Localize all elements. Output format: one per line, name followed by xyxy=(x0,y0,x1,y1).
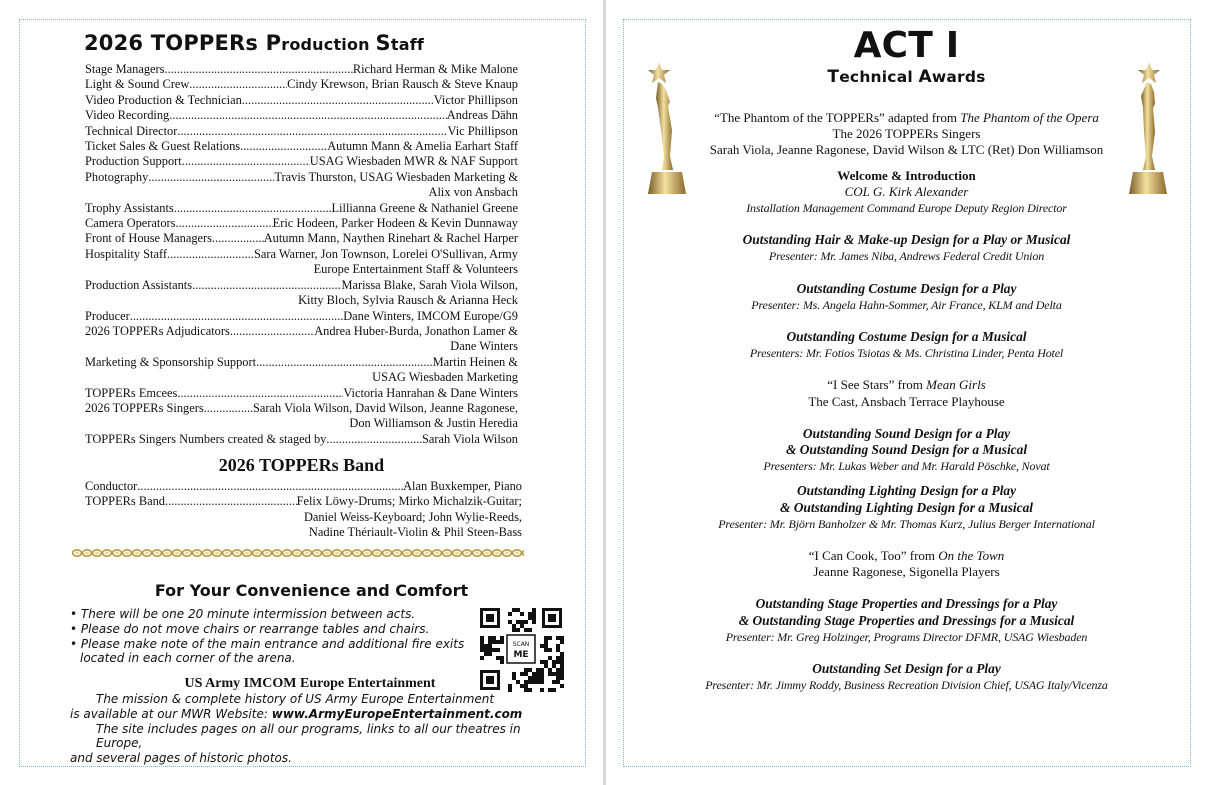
qr-module xyxy=(520,624,524,628)
performer-line: Jeanne Ragonese, Sigonella Players xyxy=(813,564,1000,580)
staff-names-continued: Don Williamson & Justin Heredia xyxy=(349,416,518,431)
welcome-block xyxy=(606,168,1207,217)
staff-names: Alan Buxkemper, Piano xyxy=(403,479,522,493)
song-line: “I See Stars” from xyxy=(827,377,927,393)
qr-module xyxy=(544,660,548,664)
staff-names: Eric Hodeen, Parker Hodeen & Kevin Dunnaway xyxy=(272,216,518,231)
award-title: Outstanding Stage Properties and Dressings for a Play xyxy=(755,596,1058,612)
qr-module xyxy=(528,616,532,620)
award-title: & Outstanding Lighting Design for a Musical xyxy=(780,499,1033,515)
program-line xyxy=(606,110,1207,126)
dot-leader xyxy=(167,247,254,262)
qr-scan-label: SCAN xyxy=(512,641,530,648)
award-title: Outstanding Sound Design for a Play xyxy=(802,425,1011,441)
qr-module xyxy=(500,640,504,644)
staff-entry xyxy=(85,201,518,216)
mission-line-text: is available at our MWR Website: xyxy=(70,706,268,721)
note-text: Please make note of the main entrance and additional fire exits located in each corner of the arena. xyxy=(80,636,465,666)
qr-module xyxy=(556,644,560,648)
award-presenter: Presenter: Mr. Björn Banholzer & Mr. Thomas Kurz, Julius Berger International xyxy=(718,516,1095,531)
staff-entry xyxy=(85,278,518,309)
qr-module xyxy=(500,660,504,664)
staff-title-cap: P xyxy=(265,31,282,55)
qr-module xyxy=(488,652,492,656)
staff-entry xyxy=(85,432,518,447)
mission-text xyxy=(70,692,550,766)
qr-module xyxy=(544,644,548,648)
staff-entry xyxy=(85,93,518,108)
song-line: “The Phantom of the TOPPERs” adapted from xyxy=(714,110,961,125)
mission-line xyxy=(70,707,550,722)
role-label: Ticket Sales & Guest Relations xyxy=(85,139,241,154)
dot-leader xyxy=(192,278,341,293)
note-item: • Please do not move chairs or rearrange tables and chairs. xyxy=(70,621,430,636)
staff-entry xyxy=(85,216,518,231)
mission-line: The mission & complete history of US Army Europe Entertainment xyxy=(96,692,495,706)
band-list xyxy=(85,479,522,541)
qr-module xyxy=(560,656,564,660)
award-block xyxy=(606,483,1207,532)
qr-module xyxy=(548,648,552,652)
award-title: Outstanding Hair & Make-up Design for a Play or Musical xyxy=(742,232,1071,248)
qr-module xyxy=(484,644,488,648)
staff-names: Sarah Viola Wilson, David Wilson, Jeanne Ragonese, xyxy=(253,400,518,415)
staff-title-prefix: 2026 TOPPERs xyxy=(84,31,266,55)
award-presenter: Presenter: Mr. James Niba, Andrews Federal Credit Union xyxy=(768,249,1045,264)
qr-module xyxy=(516,628,520,632)
dot-leader xyxy=(137,479,403,494)
qr-module xyxy=(532,620,536,624)
note-item: • There will be one 20 minute intermission between acts. xyxy=(70,607,416,621)
role-label: Technical Director xyxy=(85,123,178,138)
qr-module xyxy=(516,608,520,612)
staff-entry xyxy=(85,62,518,77)
qr-module xyxy=(480,648,484,652)
qr-module xyxy=(544,640,548,644)
qr-module xyxy=(540,660,544,664)
dot-leader xyxy=(164,62,352,77)
staff-entry xyxy=(85,170,518,201)
staff-entry xyxy=(85,309,518,324)
role-label: Conductor xyxy=(85,479,138,493)
staff-names: Richard Herman & Mike Malone xyxy=(352,62,518,76)
staff-entry xyxy=(85,124,518,139)
staff-names-continued: Nadine Thériault-Violin & Phil Steen-Bass xyxy=(308,525,522,540)
qr-module xyxy=(560,660,564,664)
production-staff-list xyxy=(85,62,518,447)
qr-module xyxy=(520,612,524,616)
dot-leader xyxy=(177,124,447,139)
staff-names: Lillianna Greene & Nathaniel Greene xyxy=(331,200,518,215)
dot-leader xyxy=(169,108,447,123)
award-presenter: Presenters: Mr. Lukas Weber and Mr. Harald Pöschke, Novat xyxy=(763,459,1050,474)
award-presenter: Presenters: Mr. Fotios Tsiotas & Ms. Christina Linder, Penta Hotel xyxy=(749,346,1064,361)
staff-title-cap: S xyxy=(375,31,391,55)
staff-entry xyxy=(85,494,522,540)
dot-leader xyxy=(256,355,433,370)
award-block xyxy=(606,329,1207,361)
qr-module xyxy=(500,636,504,640)
program-line xyxy=(606,548,1207,564)
role-label: Video Recording xyxy=(85,108,170,123)
role-label: Trophy Assistants xyxy=(85,200,174,215)
dot-leader xyxy=(326,432,422,447)
staff-names: Andreas Dähn xyxy=(446,108,518,123)
qr-module xyxy=(480,640,484,644)
qr-module xyxy=(544,636,548,640)
role-label: Stage Managers xyxy=(85,62,165,76)
staff-entry xyxy=(85,247,518,278)
qr-module xyxy=(496,648,500,652)
qr-module xyxy=(560,668,564,672)
song-line: “I Can Cook, Too” from xyxy=(808,548,939,564)
role-label: Light & Sound Crew xyxy=(85,77,190,92)
mission-line: and several pages of historic photos. xyxy=(70,751,292,766)
qr-module xyxy=(552,660,556,664)
award-presenter: Presenter: Mr. Greg Holzinger, Programs Director DFMR, USAG Wiesbaden xyxy=(725,629,1088,644)
dot-leader xyxy=(240,139,327,154)
act-title: ACT I xyxy=(853,25,960,66)
award-title: Outstanding Set Design for a Play xyxy=(812,661,1001,677)
award-block xyxy=(606,596,1207,645)
qr-module xyxy=(556,636,560,640)
award-title: Outstanding Costume Design for a Play xyxy=(796,280,1017,296)
gold-chain-divider xyxy=(72,548,524,558)
staff-entry xyxy=(85,231,518,246)
qr-me-label: ME xyxy=(513,650,529,660)
qr-module xyxy=(556,648,560,652)
staff-names: Travis Thurston, USAG Wiesbaden Marketing & xyxy=(274,169,518,184)
staff-entry xyxy=(85,324,518,355)
qr-module xyxy=(560,636,564,640)
qr-module xyxy=(500,656,504,660)
award-presenter: Presenter: Ms. Angela Hahn-Sommer, Air France, KLM and Delta xyxy=(751,297,1062,312)
staff-title-small: taff xyxy=(390,35,425,54)
show-title: Mean Girls xyxy=(926,377,986,393)
staff-names: Autumn Mann, Naythen Rinehart & Rachel Harper xyxy=(263,231,518,246)
role-label: Front of House Managers xyxy=(85,231,212,246)
staff-names: Martin Heinen & xyxy=(432,354,518,369)
opening-number xyxy=(606,110,1207,159)
staff-names: Autumn Mann & Amelia Earhart Staff xyxy=(327,139,518,154)
qr-module xyxy=(524,628,528,632)
role-label: Video Production & Technician xyxy=(85,92,242,107)
staff-names: USAG Wiesbaden MWR & NAF Support xyxy=(309,154,518,169)
staff-entry xyxy=(85,77,518,92)
qr-module xyxy=(480,636,484,640)
award-title: Outstanding Lighting Design for a Play xyxy=(796,483,1017,499)
note-text: There will be one 20 minute intermission between acts. xyxy=(80,607,416,621)
website-link[interactable]: www.ArmyEuropeEntertainment.com xyxy=(271,706,523,721)
award-block xyxy=(606,281,1207,313)
staff-entry xyxy=(85,139,518,154)
staff-names: Dane Winters, IMCOM Europe/G9 xyxy=(343,308,518,323)
qr-module xyxy=(560,640,564,644)
staff-names-continued: Alix von Ansbach xyxy=(428,185,518,200)
role-label: Marketing & Sponsorship Support xyxy=(85,354,257,369)
staff-names-continued: Dane Winters xyxy=(450,339,518,354)
role-label: Production Assistants xyxy=(85,277,193,292)
qr-module xyxy=(556,656,560,660)
staff-names-continued: Daniel Weiss-Keyboard; John Wylie-Reeds, xyxy=(303,509,522,524)
staff-title-small: roduction xyxy=(281,35,376,54)
tech-title-cap: T xyxy=(827,67,840,87)
staff-entry xyxy=(85,355,518,386)
award-block xyxy=(606,232,1207,264)
award-title: & Outstanding Stage Properties and Dressings for a Musical xyxy=(738,612,1075,628)
convenience-title: For Your Convenience and Comfort xyxy=(154,581,469,600)
tech-title-cap: A xyxy=(918,67,932,87)
staff-names: Felix Löwy-Drums; Mirko Michalzik-Guitar; xyxy=(296,494,522,509)
staff-names: Victor Phillipson xyxy=(433,92,518,107)
role-label: Producer xyxy=(85,308,130,323)
welcome-role: Installation Management Command Europe Deputy Region Director xyxy=(746,201,1067,216)
qr-module xyxy=(488,644,492,648)
qr-module xyxy=(484,648,488,652)
role-label: 2026 TOPPERs Adjudicators xyxy=(85,323,230,338)
qr-module xyxy=(492,640,496,644)
qr-module xyxy=(532,608,536,612)
performer-line: The 2026 TOPPERs Singers xyxy=(832,126,981,142)
staff-entry xyxy=(85,479,522,494)
staff-names-continued: USAG Wiesbaden Marketing xyxy=(372,370,518,385)
technical-awards-title xyxy=(606,67,1207,87)
qr-module xyxy=(548,668,552,672)
band-title: 2026 TOPPERs Band xyxy=(218,455,385,475)
dot-leader xyxy=(174,201,332,216)
dot-leader xyxy=(148,170,274,185)
dot-leader xyxy=(230,324,314,339)
dot-leader xyxy=(130,309,343,324)
role-label: Hospitality Staff xyxy=(85,246,168,261)
qr-module xyxy=(496,640,500,644)
dot-leader xyxy=(189,77,287,92)
qr-module xyxy=(524,668,528,672)
qr-module xyxy=(492,636,496,640)
production-staff-title xyxy=(84,31,424,55)
qr-module xyxy=(560,664,564,668)
qr-module xyxy=(532,612,536,616)
qr-module xyxy=(560,652,564,656)
role-label: TOPPERs Emcees xyxy=(85,385,178,400)
staff-names-continued: Europe Entertainment Staff & Volunteers xyxy=(313,262,518,277)
qr-module xyxy=(544,664,548,668)
staff-names: Cindy Krewson, Brian Rausch & Steve Knaup xyxy=(287,77,518,92)
award-block xyxy=(606,661,1207,693)
qr-module xyxy=(548,636,552,640)
dot-leader xyxy=(212,231,264,246)
song-block xyxy=(606,548,1207,580)
staff-names: Sara Warner, Jon Townson, Lorelei O'Sullivan, Army xyxy=(253,246,518,261)
staff-names: Sarah Viola Wilson xyxy=(421,431,518,446)
role-label: Photography xyxy=(85,169,149,184)
qr-module xyxy=(528,668,532,672)
staff-names: Vic Phillipson xyxy=(447,123,518,138)
performer-line: Sarah Viola, Jeanne Ragonese, David Wilson & LTC (Ret) Don Williamson xyxy=(709,142,1104,158)
staff-entry xyxy=(85,108,518,123)
role-label: Production Support xyxy=(85,154,182,169)
qr-module xyxy=(520,620,524,624)
notes-list xyxy=(70,607,480,666)
performer-line: The Cast, Ansbach Terrace Playhouse xyxy=(808,393,1005,409)
qr-module xyxy=(480,656,484,660)
qr-module xyxy=(552,664,556,668)
role-label: TOPPERs Singers Numbers created & staged by xyxy=(85,431,327,446)
staff-entry xyxy=(85,154,518,169)
qr-module xyxy=(524,620,528,624)
welcome-name: COL G. Kirk Alexander xyxy=(844,183,969,199)
qr-module xyxy=(544,648,548,652)
staff-names: Andrea Huber-Burda, Jonathon Lamer & xyxy=(314,323,518,338)
qr-module xyxy=(512,624,516,628)
mission-line: The site includes pages on all our programs, links to all our theatres in Europe, xyxy=(96,721,521,751)
qr-module xyxy=(536,668,540,672)
dot-leader xyxy=(182,154,310,169)
dot-leader xyxy=(165,494,297,509)
qr-module xyxy=(488,648,492,652)
tech-title-small: echnical xyxy=(839,68,919,86)
award-title: & Outstanding Sound Design for a Musical xyxy=(785,442,1028,458)
tech-title-small: wards xyxy=(931,68,986,86)
staff-names-continued: Kitty Bloch, Sylvia Rausch & Arianna Heck xyxy=(298,293,518,308)
role-label: 2026 TOPPERs Singers xyxy=(85,400,204,415)
qr-module xyxy=(508,612,512,616)
qr-module xyxy=(512,608,516,612)
qr-module xyxy=(532,616,536,620)
role-label: TOPPERs Band xyxy=(85,494,165,509)
qr-module xyxy=(548,656,552,660)
show-title: The Phantom of the Opera xyxy=(960,110,1099,125)
qr-module xyxy=(528,612,532,616)
show-title: On the Town xyxy=(938,548,1005,564)
qr-module xyxy=(516,620,520,624)
staff-names: Marissa Blake, Sarah Viola Wilson, xyxy=(341,277,518,292)
qr-module xyxy=(540,668,544,672)
note-item: • Please make note of the main entrance and additional fire exits located in each corner of the arena. xyxy=(70,636,465,666)
dot-leader xyxy=(175,216,272,231)
program-line xyxy=(606,377,1207,393)
qr-module xyxy=(488,640,492,644)
dot-leader xyxy=(177,386,343,401)
imcom-title: US Army IMCOM Europe Entertainment xyxy=(184,676,436,691)
qr-module xyxy=(484,652,488,656)
qr-module xyxy=(480,644,484,648)
qr-module xyxy=(512,628,516,632)
qr-module xyxy=(492,648,496,652)
staff-entry xyxy=(85,386,518,401)
welcome-title: Welcome & Introduction xyxy=(837,167,976,183)
dot-leader xyxy=(242,93,434,108)
staff-entry xyxy=(85,401,518,432)
award-presenter: Presenter: Mr. Jimmy Roddy, Business Recreation Division Chief, USAG Italy/Vicenza xyxy=(705,678,1108,693)
qr-module xyxy=(556,660,560,664)
qr-module xyxy=(556,668,560,672)
note-text: Please do not move chairs or rearrange tables and chairs. xyxy=(80,621,430,636)
qr-module xyxy=(488,636,492,640)
qr-module xyxy=(528,628,532,632)
staff-names: Victoria Hanrahan & Dane Winters xyxy=(343,385,518,400)
act-program xyxy=(606,110,1207,693)
dot-leader xyxy=(204,401,253,416)
award-title: Outstanding Costume Design for a Musical xyxy=(786,329,1027,345)
role-label: Camera Operators xyxy=(85,216,176,231)
qr-module xyxy=(496,656,500,660)
qr-module xyxy=(508,620,512,624)
award-block xyxy=(606,426,1207,475)
qr-module xyxy=(540,644,544,648)
song-block xyxy=(606,377,1207,409)
